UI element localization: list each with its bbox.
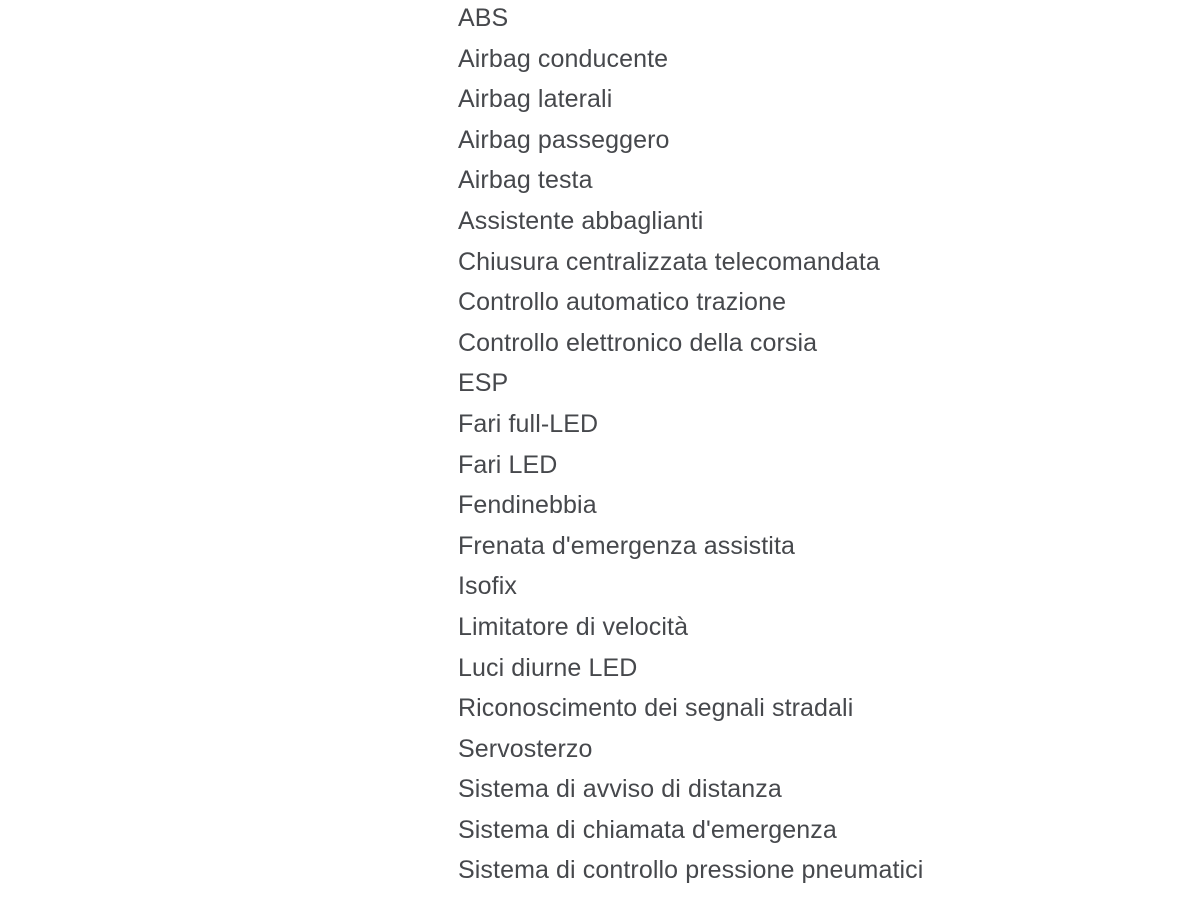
equipment-list-item: Controllo elettronico della corsia — [458, 328, 818, 357]
equipment-list — [458, 0, 1158, 891]
equipment-list-item: Riconoscimento dei segnali stradali — [458, 694, 854, 723]
equipment-list-item: ABS — [458, 4, 509, 32]
equipment-list-item: Isofix — [458, 572, 517, 601]
equipment-list-item: Servosterzo — [458, 734, 593, 763]
equipment-list-item: Airbag passeggero — [458, 125, 670, 154]
equipment-list-item: Limitatore di velocità — [458, 612, 689, 641]
equipment-list-item: Airbag conducente — [458, 44, 669, 73]
equipment-list-item: Assistente abbaglianti — [458, 206, 704, 235]
equipment-list-item: Controllo automatico trazione — [458, 288, 787, 317]
equipment-list-item: Sistema di chiamata d'emergenza — [458, 815, 837, 844]
equipment-list-item: Sistema di controllo pressione pneumatici — [458, 856, 924, 885]
equipment-list-item: Fendinebbia — [458, 491, 597, 520]
equipment-list-item: Luci diurne LED — [458, 653, 638, 682]
equipment-list-item: Airbag laterali — [458, 85, 613, 114]
equipment-list-item: Airbag testa — [458, 166, 593, 195]
equipment-list-item: Fari full-LED — [458, 409, 599, 438]
equipment-list-item: ESP — [458, 369, 509, 398]
equipment-list-item: Fari LED — [458, 450, 558, 479]
equipment-list-item: Chiusura centralizzata telecomandata — [458, 247, 880, 276]
equipment-list-item: Frenata d'emergenza assistita — [458, 531, 796, 560]
equipment-list-item: Sistema di avviso di distanza — [458, 775, 782, 804]
